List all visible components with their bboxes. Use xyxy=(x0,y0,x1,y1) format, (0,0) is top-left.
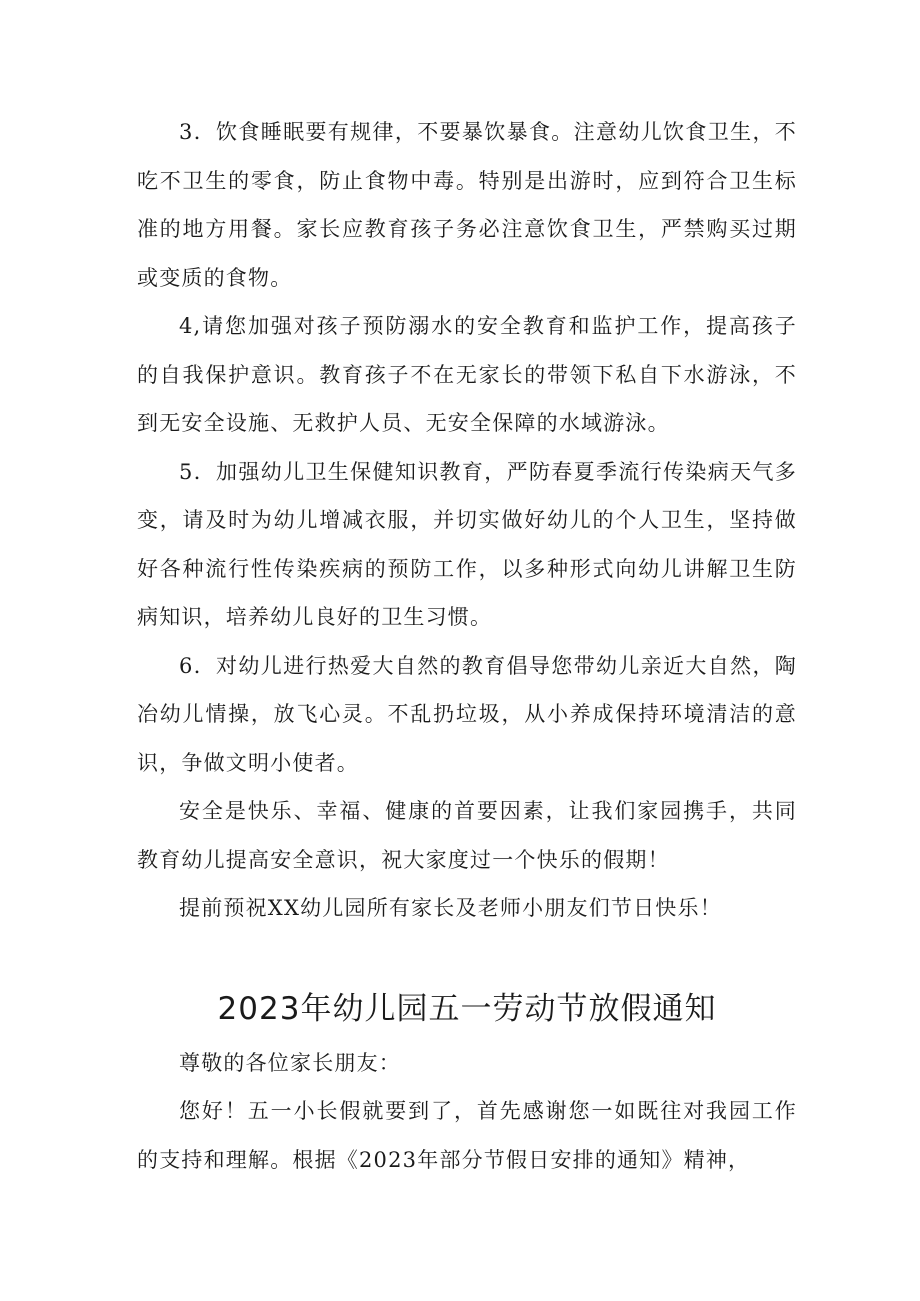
paragraph-item-4-drowning: 4,请您加强对孩子预防溺水的安全教育和监护工作，提高孩子的自我保护意识。教育孩子不在无家长的带领下私自下水游泳，不到无安全设施、无救护人员、无安全保障的水域游泳。 xyxy=(137,314,797,435)
paragraph-greeting: 您好！五一小长假就要到了，首先感谢您一如既往对我园工作的支持和理解。根据《2023年部分节假日安排的通知》精神， xyxy=(137,1099,797,1172)
paragraph-salutation: 尊敬的各位家长朋友： xyxy=(179,1050,401,1075)
paragraph-item-3-diet: 3．饮食睡眠要有规律，不要暴饮暴食。注意幼儿饮食卫生，不吃不卫生的零食，防止食物中毒。特别是出游时，应到符合卫生标准的地方用餐。家长应教育孩子务必注意饮食卫生，严禁购买过期或变质的食物。 xyxy=(137,120,797,290)
notice-title: 2023年幼儿园五一劳动节放假通知 xyxy=(217,990,717,1027)
paragraph-item-6-nature: 6．对幼儿进行热爱大自然的教育倡导您带幼儿亲近大自然，陶冶幼儿情操，放飞心灵。不乱扔垃圾，从小养成保持环境清洁的意识，争做文明小使者。 xyxy=(137,653,797,775)
paragraph-holiday-wishes: 提前预祝XX幼儿园所有家长及老师小朋友们节日快乐！ xyxy=(179,896,722,920)
document-page xyxy=(137,108,797,1184)
paragraph-item-5-health: 5．加强幼儿卫生保健知识教育，严防春夏季流行传染病天气多变，请及时为幼儿增减衣服，并切实做好幼儿的个人卫生，坚持做好各种流行性传染疾病的预防工作，以多种形式向幼儿讲解卫生防病知识，培养幼儿良好的卫生习惯。 xyxy=(137,459,797,629)
paragraph-safety-closing: 安全是快乐、幸福、健康的首要因素，让我们家园携手，共同教育幼儿提高安全意识，祝大家度过一个快乐的假期！ xyxy=(137,799,797,872)
